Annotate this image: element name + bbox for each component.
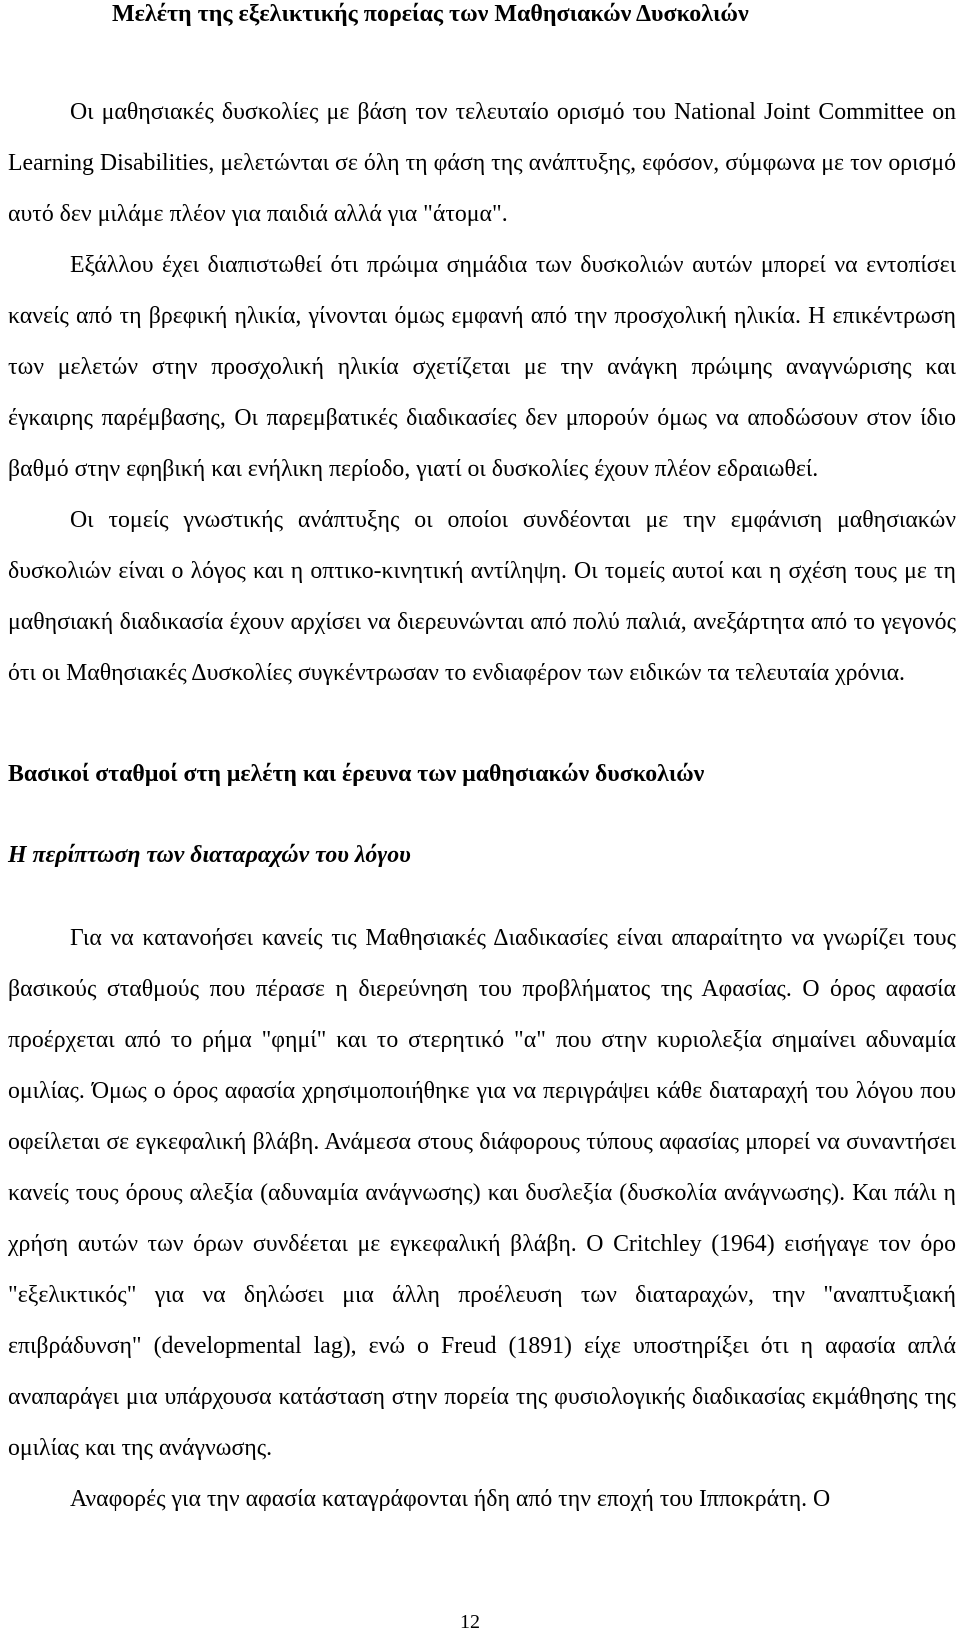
paragraph-intro: Οι μαθησιακές δυσκολίες με βάση τον τελευταίο ορισμό του National Joint Committee on Learning Disabilities, μελετώνται σε όλη τη φάση της ανάπτυξης, εφόσον, σύμφωνα με τον ορισμό αυτό δεν μιλάμε πλέον για παιδιά αλλά για "άτομα". bbox=[8, 99, 956, 227]
paragraph-aphasia: Για να κατανοήσει κανείς τις Μαθησιακές Διαδικασίες είναι απαραίτητο να γνωρίζει τους βασικούς σταθμούς που πέρασε η διερεύνηση του προβλήματος της Αφασίας. Ο όρος αφασία προέρχεται από το ρήμα "φημί" και το στερητικό "α" που στην κυριολεξία σημαίνει αδυναμία ομιλίας. Όμως ο όρος αφασία χρησιμοποιήθηκε για να περιγράψει κάθε διαταραχή του λόγου που οφείλεται σε εγκεφαλική βλάβη. Ανάμεσα στους διάφορους τύπους αφασίας μπορεί να συναντήσει κανείς τους όρους αλεξία (αδυναμία ανάγνωσης) και δυσλεξία (δυσκολία ανάγνωσης). Και πάλι η χρήση αυτών των όρων συνδέεται με εγκεφαλική βλάβη. Ο Critchley (1964) εισήγαγε τον όρο "εξελικτικός" για να δηλώσει μια άλλη προέλευση των διαταραχών, την "αναπτυξιακή επιβράδυνση" (developmental lag), ενώ ο Freud (1891) είχε υποστηρίξει ότι η αφασία απλά αναπαράγει μια υπάρχουσα κατάσταση στην πορεία της φυσιολογικής διαδικασίας εκμάθησης της ομιλίας και της ανάγνωσης. bbox=[8, 925, 956, 1461]
paragraph-hippocrates: Αναφορές για την αφασία καταγράφονται ήδη από την εποχή του Ιπποκράτη. Ο bbox=[70, 1486, 831, 1512]
section-heading: Βασικοί σταθμοί στη μελέτη και έρευνα των μαθησιακών δυσκολιών bbox=[8, 761, 705, 787]
page-number: 12 bbox=[460, 1611, 480, 1633]
paragraph-early-signs: Εξάλλου έχει διαπιστωθεί ότι πρώιμα σημάδια των δυσκολιών αυτών μπορεί να εντοπίσει κανείς από τη βρεφική ηλικία, γίνονται όμως εμφανή από την προσχολική ηλικία. Η επικέντρωση των μελετών στην προσχολική ηλικία σχετίζεται με την ανάγκη πρώιμης αναγνώρισης και έγκαιρης παρέμβασης, Οι παρεμβατικές διαδικασίες δεν μπορούν όμως να αποδώσουν στον ίδιο βαθμό στην εφηβική και ενήλικη περίοδο, γιατί οι δυσκολίες έχουν πλέον εδραιωθεί. bbox=[8, 252, 956, 482]
document-page bbox=[8, 0, 956, 1647]
paragraph-cognitive-domains: Οι τομείς γνωστικής ανάπτυξης οι οποίοι συνδέονται με την εμφάνιση μαθησιακών δυσκολιών είναι ο λόγος και η οπτικο-κινητική αντίληψη. Οι τομείς αυτοί και η σχέση τους με τη μαθησιακή διαδικασία έχουν αρχίσει να διερευνώνται από πολύ παλιά, ανεξάρτητα από το γεγονός ότι οι Μαθησιακές Δυσκολίες συγκέντρωσαν το ενδιαφέρον των ειδικών τα τελευταία χρόνια. bbox=[8, 507, 956, 686]
subsection-heading: Η περίπτωση των διαταραχών του λόγου bbox=[8, 842, 411, 868]
document-title: Μελέτη της εξελικτικής πορείας των Μαθησιακών Δυσκολιών bbox=[112, 1, 749, 27]
